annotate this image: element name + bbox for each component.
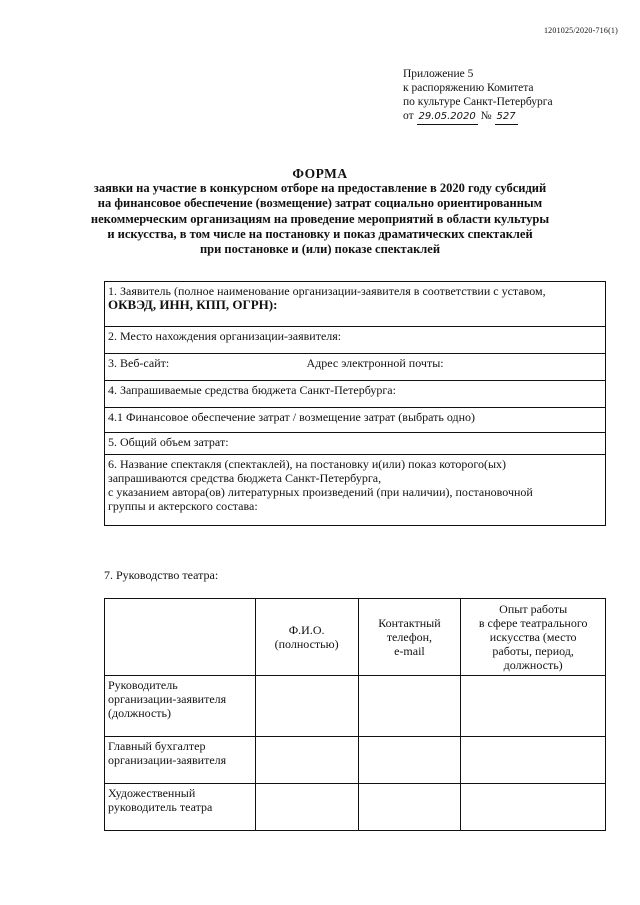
item-3-website-label: 3. Веб-сайт:	[108, 356, 170, 370]
header-contact-line-1: Контактный	[378, 616, 441, 630]
header-contact-line-3: e-mail	[394, 644, 425, 658]
form-row-location	[105, 327, 606, 354]
application-form-table	[104, 281, 606, 526]
appendix-line-3: по культуре Санкт-Петербурга	[403, 96, 553, 108]
handwritten-number: 527	[495, 110, 518, 125]
header-exp-line-5: должность)	[503, 658, 563, 672]
header-name-line-2: (полностью)	[274, 637, 339, 651]
leadership-table	[104, 598, 606, 831]
director-name-cell[interactable]	[255, 676, 358, 737]
item-5-label: 5. Общий объем затрат:	[108, 435, 229, 449]
accountant-name-cell[interactable]	[255, 737, 358, 784]
section-7-title: 7. Руководство театра:	[104, 568, 219, 582]
leadership-header-row	[105, 599, 606, 676]
item-6-line-4: группы и актерского состава:	[108, 499, 258, 513]
director-line-1: Руководитель	[108, 678, 178, 692]
performance-cell[interactable]	[105, 455, 606, 526]
table-row	[105, 737, 606, 784]
accountant-contact-cell[interactable]	[358, 737, 461, 784]
director-experience-cell[interactable]	[461, 676, 606, 737]
contacts-cell[interactable]	[105, 354, 606, 381]
item-2-label: 2. Место нахождения организации-заявителя:	[108, 329, 342, 343]
form-row-total	[105, 433, 606, 455]
header-exp-line-2: в сфере театрального	[478, 616, 588, 630]
form-row-contacts	[105, 354, 606, 381]
director-line-3: (должность)	[108, 706, 171, 720]
table-row	[105, 784, 606, 831]
form-row-performance	[105, 455, 606, 526]
director-line-2: организации-заявителя	[108, 692, 227, 706]
title-line-3: некоммерческим организациям на проведение мероприятий в области культуры	[90, 211, 550, 226]
item-1-bold: ОКВЭД, ИНН, КПП, ОГРН):	[108, 297, 278, 312]
accountant-experience-cell[interactable]	[461, 737, 606, 784]
accountant-line-1: Главный бухгалтер	[108, 739, 206, 753]
item-4-1-label: 4.1 Финансовое обеспечение затрат / возмещение затрат (выбрать одно)	[108, 410, 476, 424]
appendix-block	[403, 67, 553, 125]
title-line-1: заявки на участие в конкурсном отборе на предоставление в 2020 году субсидий	[93, 181, 547, 196]
number-prefix: №	[480, 110, 492, 122]
item-6-line-2: запрашиваются средства бюджета Санкт-Петербурга,	[108, 471, 382, 485]
form-heading: ФОРМА	[292, 166, 348, 181]
item-6-line-3: с указанием автора(ов) литературных произведений (при наличии), постановочной	[108, 485, 533, 499]
document-number: 1201025/2020-716(1)	[543, 26, 618, 35]
location-cell[interactable]	[105, 327, 606, 354]
form-row-applicant	[105, 282, 606, 327]
date-prefix: от	[403, 110, 414, 122]
header-contact-line-2: телефон,	[386, 630, 433, 644]
art-director-contact-cell[interactable]	[358, 784, 461, 831]
header-contact-cell	[358, 599, 461, 676]
title-line-2: на финансовое обеспечение (возмещение) затрат социально ориентированным	[97, 196, 543, 211]
art-director-name-cell[interactable]	[255, 784, 358, 831]
appendix-line-2: к распоряжению Комитета	[403, 82, 534, 94]
form-title	[80, 166, 560, 257]
item-3-email-label: Адрес электронной почты:	[306, 356, 444, 370]
handwritten-date: 29.05.2020	[417, 110, 478, 125]
item-1-label: 1. Заявитель (полное наименование организации-заявителя в соответствии с уставом,	[108, 284, 546, 298]
form-row-funding-type	[105, 408, 606, 433]
header-name-cell	[255, 599, 358, 676]
appendix-line-1: Приложение 5	[403, 68, 474, 80]
appendix-date-line	[403, 109, 553, 125]
funding-type-cell[interactable]	[105, 408, 606, 433]
title-line-4: и искусства, в том числе на постановку и показ драматических спектаклей	[107, 226, 533, 241]
accountant-line-2: организации-заявителя	[108, 753, 227, 767]
header-empty-cell	[105, 599, 256, 676]
applicant-cell[interactable]	[105, 282, 606, 327]
header-name-line-1: Ф.И.О.	[288, 623, 325, 637]
item-6-line-1: 6. Название спектакля (спектаклей), на постановку и(или) показ которого(ых)	[108, 457, 507, 471]
total-cell[interactable]	[105, 433, 606, 455]
art-director-experience-cell[interactable]	[461, 784, 606, 831]
table-row	[105, 676, 606, 737]
row-label-director	[105, 676, 256, 737]
funds-cell[interactable]	[105, 381, 606, 408]
header-experience-cell	[461, 599, 606, 676]
row-label-accountant	[105, 737, 256, 784]
art-director-line-2: руководитель театра	[108, 800, 213, 814]
header-exp-line-1: Опыт работы	[499, 602, 568, 616]
item-4-label: 4. Запрашиваемые средства бюджета Санкт-Петербурга:	[108, 383, 396, 397]
header-exp-line-4: работы, период,	[492, 644, 574, 658]
director-contact-cell[interactable]	[358, 676, 461, 737]
title-line-5: при постановке и (или) показе спектаклей	[199, 242, 441, 257]
row-label-art-director	[105, 784, 256, 831]
form-row-funds	[105, 381, 606, 408]
header-exp-line-3: искусства (место	[489, 630, 577, 644]
art-director-line-1: Художественный	[108, 786, 196, 800]
